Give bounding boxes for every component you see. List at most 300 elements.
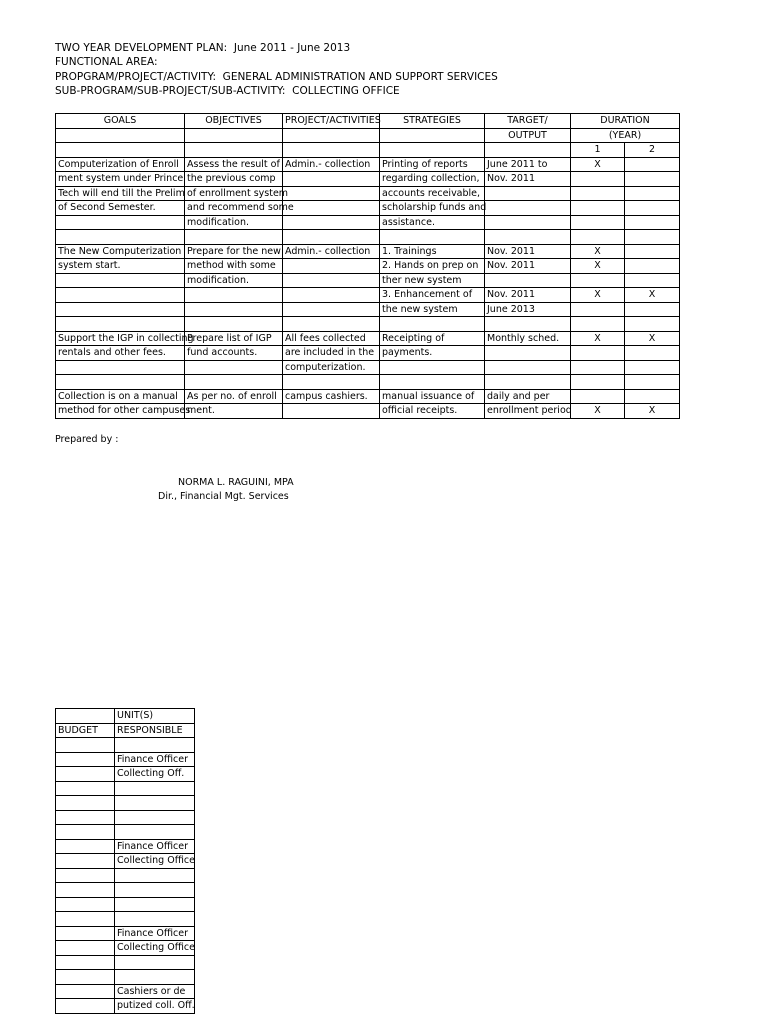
cell-text: computerization.	[285, 361, 366, 373]
year2-cell	[625, 215, 680, 230]
budget-cell	[56, 883, 115, 898]
unit-responsible-cell	[115, 868, 195, 883]
project-cell	[283, 215, 380, 230]
target-cell	[485, 346, 571, 361]
objective-cell	[185, 157, 283, 172]
table-cell	[485, 143, 571, 158]
table-row	[56, 767, 195, 782]
header-row	[56, 723, 195, 738]
cell-text: and recommend some	[187, 202, 294, 213]
cell-text: Monthly sched.	[487, 332, 560, 344]
target-cell	[485, 360, 571, 375]
project-cell	[283, 404, 380, 419]
table-row	[56, 201, 680, 216]
year2-cell	[625, 404, 680, 419]
goal-cell	[56, 259, 185, 274]
objective-cell	[185, 317, 283, 332]
objective-cell	[185, 375, 283, 390]
unit-responsible-cell	[115, 796, 195, 811]
target-cell	[485, 288, 571, 303]
objective-cell	[185, 230, 283, 245]
project-cell	[283, 230, 380, 245]
table-row	[56, 215, 680, 230]
strategy-cell	[380, 215, 485, 230]
cell-text: X	[594, 289, 601, 300]
strategy-cell	[380, 317, 485, 332]
year1-cell	[571, 273, 625, 288]
year1-cell	[571, 331, 625, 346]
cell-text: method with some	[187, 260, 276, 271]
cell-text: Collection is on a manual	[58, 390, 178, 402]
table-row	[56, 999, 195, 1014]
strategy-cell	[380, 273, 485, 288]
year1-cell	[571, 157, 625, 172]
col-header-goals: GOALS	[56, 114, 185, 129]
objective-cell	[185, 389, 283, 404]
year1-cell	[571, 230, 625, 245]
signatory-title: Dir., Financial Mgt. Services	[158, 491, 289, 502]
budget-cell	[56, 738, 115, 753]
cell-text: Printing of reports	[382, 158, 468, 170]
cell-text: enrollment period	[487, 405, 572, 416]
budget-cell	[56, 854, 115, 869]
cell-text: As per no. of enroll	[187, 390, 277, 402]
plan-title: TWO YEAR DEVELOPMENT PLAN: June 2011 - June 2013	[55, 42, 351, 54]
year1-cell	[571, 346, 625, 361]
strategy-cell	[380, 186, 485, 201]
cell-text: Finance Officer	[117, 927, 188, 939]
cell-text: accounts receivable,	[382, 187, 481, 199]
table-row	[56, 970, 195, 985]
budget-cell	[56, 926, 115, 941]
table-row	[56, 883, 195, 898]
cell-text: Nov. 2011	[487, 260, 536, 271]
col-header-target: TARGET/	[485, 114, 571, 129]
project-cell	[283, 346, 380, 361]
unit-responsible-cell	[115, 810, 195, 825]
year1-cell	[571, 302, 625, 317]
year1-cell	[571, 201, 625, 216]
table-row	[56, 912, 195, 927]
unit-responsible-cell	[115, 941, 195, 956]
target-cell	[485, 259, 571, 274]
unit-responsible-cell	[115, 825, 195, 840]
year2-cell	[625, 375, 680, 390]
table-row	[56, 172, 680, 187]
year2-cell	[625, 288, 680, 303]
strategy-cell	[380, 404, 485, 419]
year2-cell	[625, 157, 680, 172]
year2-cell	[625, 302, 680, 317]
year2-cell	[625, 230, 680, 245]
col-header-year: (YEAR)	[571, 128, 680, 143]
objective-cell	[185, 273, 283, 288]
objective-cell	[185, 201, 294, 216]
goal-cell	[56, 317, 185, 332]
table-cell	[56, 143, 185, 158]
cell-text: daily and per	[487, 390, 550, 402]
cell-text: the new system	[382, 303, 458, 315]
year1-cell	[571, 259, 625, 274]
objective-cell	[185, 259, 283, 274]
cell-text: the previous comp	[187, 173, 276, 184]
goal-cell	[56, 404, 191, 419]
strategy-cell	[380, 172, 485, 187]
cell-text: Nov. 2011	[487, 289, 536, 300]
table-row	[56, 230, 680, 245]
budget-cell	[56, 781, 115, 796]
cell-text: of enrollment system	[187, 187, 289, 199]
project-cell	[283, 317, 380, 332]
strategy-cell	[380, 230, 485, 245]
budget-cell	[56, 767, 115, 782]
objective-cell	[185, 172, 283, 187]
budget-cell	[56, 984, 115, 999]
project-cell	[283, 186, 380, 201]
budget-cell	[56, 999, 115, 1014]
year2-cell	[625, 360, 680, 375]
cell-text: Nov. 2011	[487, 173, 536, 184]
project-cell	[283, 273, 380, 288]
cell-text: system start.	[58, 260, 121, 271]
table-row	[56, 331, 680, 346]
year1-cell	[571, 404, 625, 419]
goal-cell	[56, 389, 185, 404]
table-row	[56, 868, 195, 883]
budget-cell	[56, 868, 115, 883]
target-cell	[485, 273, 571, 288]
table-row	[56, 346, 680, 361]
table-row	[56, 404, 680, 419]
year1-cell	[571, 172, 625, 187]
unit-responsible-cell	[115, 912, 195, 927]
budget-cell	[56, 897, 115, 912]
budget-cell	[56, 970, 115, 985]
budget-cell	[56, 825, 115, 840]
unit-responsible-cell	[115, 738, 195, 753]
project-cell	[283, 389, 380, 404]
cell-text: scholarship funds and	[382, 202, 487, 213]
table-cell	[56, 709, 115, 724]
target-cell	[485, 201, 571, 216]
cell-text: X	[594, 332, 601, 344]
year1-cell	[571, 317, 625, 332]
budget-cell	[56, 796, 115, 811]
cell-text: Tech will end till the Prelim	[58, 187, 185, 199]
year1-cell	[571, 186, 625, 201]
table-row	[56, 288, 680, 303]
cell-text: Prepare list of IGP	[187, 332, 272, 344]
goal-cell	[56, 346, 185, 361]
unit-responsible-cell	[115, 926, 195, 941]
year1-cell	[571, 375, 625, 390]
cell-text: assistance.	[382, 216, 435, 228]
table-row	[56, 810, 195, 825]
cell-text: regarding collection,	[382, 173, 480, 184]
year1-cell	[571, 244, 625, 259]
table-row	[56, 839, 195, 854]
year2-cell	[625, 172, 680, 187]
year2-cell	[625, 317, 680, 332]
budget-table	[55, 708, 195, 1014]
year2-cell	[625, 346, 680, 361]
table-cell	[185, 128, 283, 143]
year2-cell	[625, 389, 680, 404]
unit-responsible-cell	[115, 767, 195, 782]
cell-text: 1. Trainings	[382, 245, 437, 257]
header-row	[56, 709, 195, 724]
cell-text: campus cashiers.	[285, 390, 368, 402]
cell-text: fund accounts.	[187, 347, 258, 358]
goal-cell	[56, 157, 185, 172]
project-cell	[283, 201, 380, 216]
table-row	[56, 302, 680, 317]
program-line: PROPGRAM/PROJECT/ACTIVITY: GENERAL ADMINISTRATION AND SUPPORT SERVICES	[55, 71, 498, 83]
signatory-name: NORMA L. RAGUINI, MPA	[178, 477, 294, 488]
table-cell	[380, 128, 485, 143]
cell-text: of Second Semester.	[58, 202, 156, 213]
target-cell	[485, 157, 571, 172]
cell-text: Assess the result of	[187, 158, 280, 170]
year2-cell	[625, 186, 680, 201]
header-row	[56, 114, 680, 129]
cell-text: Prepare for the new	[187, 245, 281, 257]
table-cell	[283, 143, 380, 158]
table-row	[56, 317, 680, 332]
cell-text: June 2013	[487, 303, 535, 315]
goal-cell	[56, 302, 185, 317]
objective-cell	[185, 186, 289, 201]
cell-text: June 2011 to	[487, 158, 548, 170]
target-cell	[485, 215, 571, 230]
cell-text: manual issuance of	[382, 390, 475, 402]
target-cell	[485, 244, 571, 259]
unit-responsible-cell	[115, 984, 195, 999]
table-row	[56, 796, 195, 811]
year2-cell	[625, 273, 680, 288]
table-row	[56, 360, 680, 375]
cell-text: payments.	[382, 347, 433, 358]
goal-cell	[56, 201, 185, 216]
cell-text: Collecting Office	[117, 942, 195, 953]
objective-cell	[185, 360, 283, 375]
project-cell	[283, 331, 380, 346]
budget-cell	[56, 810, 115, 825]
goal-cell	[56, 360, 185, 375]
project-cell	[283, 302, 380, 317]
project-cell	[283, 172, 380, 187]
project-cell	[283, 244, 380, 259]
cell-text: X	[594, 245, 601, 257]
budget-cell	[56, 912, 115, 927]
cell-text: ther new system	[382, 274, 462, 286]
objective-cell	[185, 215, 283, 230]
unit-responsible-cell	[115, 839, 195, 854]
strategy-cell	[380, 157, 485, 172]
unit-responsible-cell	[115, 781, 195, 796]
table-row	[56, 389, 680, 404]
target-cell	[485, 186, 571, 201]
col-header-objectives: OBJECTIVES	[185, 114, 283, 129]
unit-responsible-cell	[115, 970, 195, 985]
unit-responsible-cell	[115, 999, 195, 1014]
strategy-cell	[380, 360, 485, 375]
year1-cell	[571, 360, 625, 375]
target-cell	[485, 331, 571, 346]
col-header-projects: PROJECT/ACTIVITIES	[283, 114, 380, 129]
table-row	[56, 273, 680, 288]
table-cell	[283, 128, 380, 143]
col-header-year-1: 1	[571, 143, 625, 158]
table-row	[56, 375, 680, 390]
cell-text: X	[594, 260, 601, 271]
project-cell	[283, 360, 380, 375]
cell-text: official receipts.	[382, 405, 458, 416]
cell-text: Finance Officer	[117, 753, 188, 765]
cell-text: The New Computerization	[58, 245, 182, 257]
project-cell	[283, 375, 380, 390]
cell-text: Admin.- collection	[285, 245, 371, 257]
target-cell	[485, 389, 571, 404]
cell-text: ment system under Prince	[58, 173, 184, 184]
table-row	[56, 926, 195, 941]
strategy-cell	[380, 331, 485, 346]
col-header-unit: UNIT(S)	[115, 709, 195, 724]
cell-text: Collecting Off.	[117, 768, 185, 779]
table-cell	[380, 143, 485, 158]
target-cell	[485, 302, 571, 317]
cell-text: modification.	[187, 274, 249, 286]
cell-text: modification.	[187, 216, 249, 228]
strategy-cell	[380, 389, 485, 404]
cell-text: method for other campuses	[58, 405, 191, 416]
cell-text: 2. Hands on prep on	[382, 260, 479, 271]
cell-text: putized coll. Off.	[117, 1000, 195, 1011]
cell-text: X	[594, 405, 601, 416]
year2-cell	[625, 201, 680, 216]
cell-text: are included in the	[285, 347, 375, 358]
table-row	[56, 157, 680, 172]
budget-cell	[56, 941, 115, 956]
year1-cell	[571, 288, 625, 303]
budget-cell	[56, 752, 115, 767]
strategy-cell	[380, 302, 485, 317]
table-row	[56, 738, 195, 753]
target-cell	[485, 375, 571, 390]
table-row	[56, 825, 195, 840]
sub-program-line: SUB-PROGRAM/SUB-PROJECT/SUB-ACTIVITY: COLLECTING OFFICE	[55, 85, 400, 97]
cell-text: Nov. 2011	[487, 245, 536, 257]
unit-responsible-cell	[115, 854, 195, 869]
objective-cell	[185, 288, 283, 303]
target-cell	[485, 230, 571, 245]
col-header-output: OUTPUT	[485, 128, 571, 143]
strategy-cell	[380, 201, 485, 216]
goal-cell	[56, 215, 185, 230]
strategy-cell	[380, 244, 485, 259]
strategy-cell	[380, 346, 485, 361]
strategy-cell	[380, 259, 485, 274]
goal-cell	[56, 244, 185, 259]
project-cell	[283, 157, 380, 172]
header-row	[56, 128, 680, 143]
cell-text: Receipting of	[382, 332, 445, 344]
project-cell	[283, 288, 380, 303]
cell-text: X	[594, 158, 601, 170]
table-row	[56, 244, 680, 259]
goal-cell	[56, 273, 185, 288]
cell-text: rentals and other fees.	[58, 347, 166, 358]
unit-responsible-cell	[115, 752, 195, 767]
year2-cell	[625, 244, 680, 259]
table-cell	[185, 143, 283, 158]
col-header-duration: DURATION	[571, 114, 680, 129]
functional-area: FUNCTIONAL AREA:	[55, 56, 158, 68]
goal-cell	[56, 331, 194, 346]
table-row	[56, 259, 680, 274]
prepared-by-label: Prepared by :	[55, 434, 119, 445]
table-row	[56, 941, 195, 956]
cell-text: Finance Officer	[117, 840, 188, 852]
table-row	[56, 752, 195, 767]
strategy-cell	[380, 288, 485, 303]
col-header-strategies: STRATEGIES	[380, 114, 485, 129]
objective-cell	[185, 302, 283, 317]
cell-text: X	[648, 289, 656, 300]
table-row	[56, 854, 195, 869]
objective-cell	[185, 331, 283, 346]
table-row	[56, 186, 680, 201]
project-cell	[283, 259, 380, 274]
goal-cell	[56, 375, 185, 390]
target-cell	[485, 404, 571, 419]
goal-cell	[56, 288, 185, 303]
cell-text: X	[648, 332, 656, 344]
target-cell	[485, 172, 571, 187]
goal-cell	[56, 172, 185, 187]
cell-text: X	[648, 405, 656, 416]
unit-responsible-cell	[115, 883, 195, 898]
cell-text: Cashiers or de	[117, 985, 186, 997]
table-row	[56, 955, 195, 970]
col-header-budget: BUDGET	[56, 723, 115, 738]
col-header-year-2: 2	[625, 143, 680, 158]
target-cell	[485, 317, 571, 332]
objective-cell	[185, 404, 283, 419]
cell-text: ment.	[187, 405, 215, 416]
budget-cell	[56, 955, 115, 970]
table-row	[56, 781, 195, 796]
year1-cell	[571, 389, 625, 404]
year1-cell	[571, 215, 625, 230]
year2-cell	[625, 331, 680, 346]
cell-text: 3. Enhancement of	[382, 289, 473, 300]
objective-cell	[185, 244, 283, 259]
cell-text: Computerization of Enroll	[58, 158, 179, 170]
unit-responsible-cell	[115, 955, 195, 970]
table-row	[56, 984, 195, 999]
strategy-cell	[380, 375, 485, 390]
col-header-responsible: RESPONSIBLE	[115, 723, 195, 738]
objective-cell	[185, 346, 283, 361]
cell-text: Collecting Office	[117, 855, 195, 866]
cell-text: All fees collected	[285, 332, 366, 344]
cell-text: Support the IGP in collecting	[58, 332, 194, 344]
development-plan-table	[55, 113, 680, 419]
year2-cell	[625, 259, 680, 274]
header-row	[56, 143, 680, 158]
table-row	[56, 897, 195, 912]
